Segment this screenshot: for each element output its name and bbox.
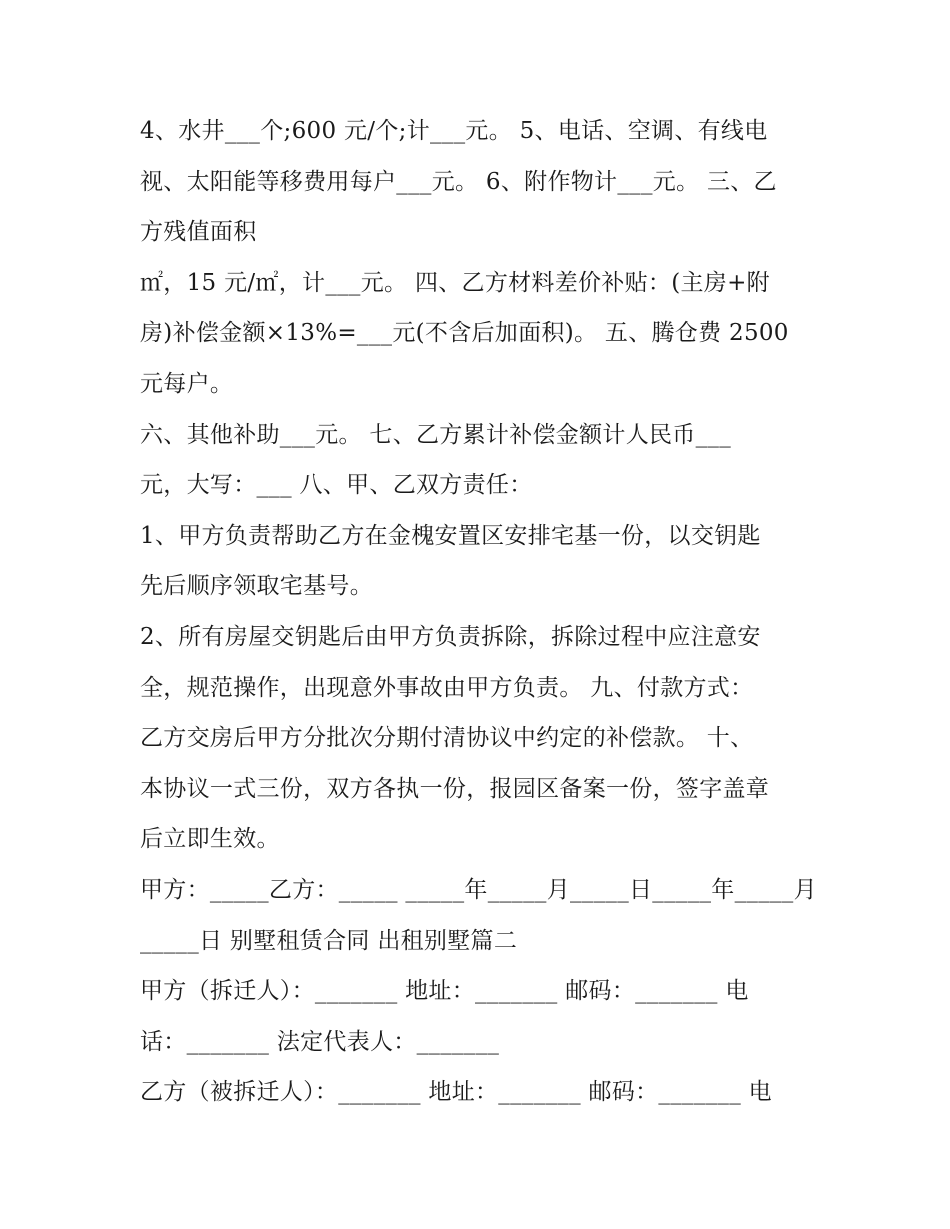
text-line: 视、太阳能等移费用每户___元。 6、附作物计___元。 三、乙 [140,168,777,195]
text-line: 全，规范操作，出现意外事故由甲方负责。 九、付款方式： [140,674,754,701]
text-line: 方残值面积 [140,219,257,246]
document-body [140,106,820,1118]
text-line: _____日 别墅租赁合同 出租别墅篇二 [140,927,518,954]
text-line: 后立即生效。 [140,826,280,853]
text-line: 本协议一式三份，双方各执一份，报园区备案一份，签字盖章 [140,775,770,802]
text-line: 房)补偿金额×13%=___元(不含后加面积)。 五、腾仓费 2500 [140,320,789,347]
text-line: 甲方（拆迁人）：_______ 地址：_______ 邮码：_______ 电 [140,978,749,1005]
text-line: 2、所有房屋交钥匙后由甲方负责拆除，拆除过程中应注意安 [140,623,761,650]
text-line: 1、甲方负责帮助乙方在金槐安置区安排宅基一份，以交钥匙 [140,522,761,549]
text-line: 话：_______ 法定代表人：_______ [140,1028,500,1055]
text-line: 4、水井___个;600 元/个;计___元。 5、电话、空调、有线电 [140,118,768,144]
text-line: 元每户。 [140,370,234,397]
text-line: 先后顺序领取宅基号。 [140,573,373,600]
text-line: 乙方（被拆迁人）：_______ 地址：_______ 邮码：_______ 电 [140,1079,772,1106]
text-line: 元，大写：___ 八、甲、乙双方责任： [140,472,533,499]
text-line: 乙方交房后甲方分批次分期付清协议中约定的补偿款。 十、 [140,725,754,752]
text-line: 六、其他补助___元。 七、乙方累计补偿金额计人民币___ [140,421,732,448]
text-line: 甲方：_____乙方：_____ _____年_____月_____日_____年_____月 [140,876,817,903]
text-line: ㎡，15 元/㎡，计___元。 四、乙方材料差价补贴：(主房+附 [140,269,770,296]
